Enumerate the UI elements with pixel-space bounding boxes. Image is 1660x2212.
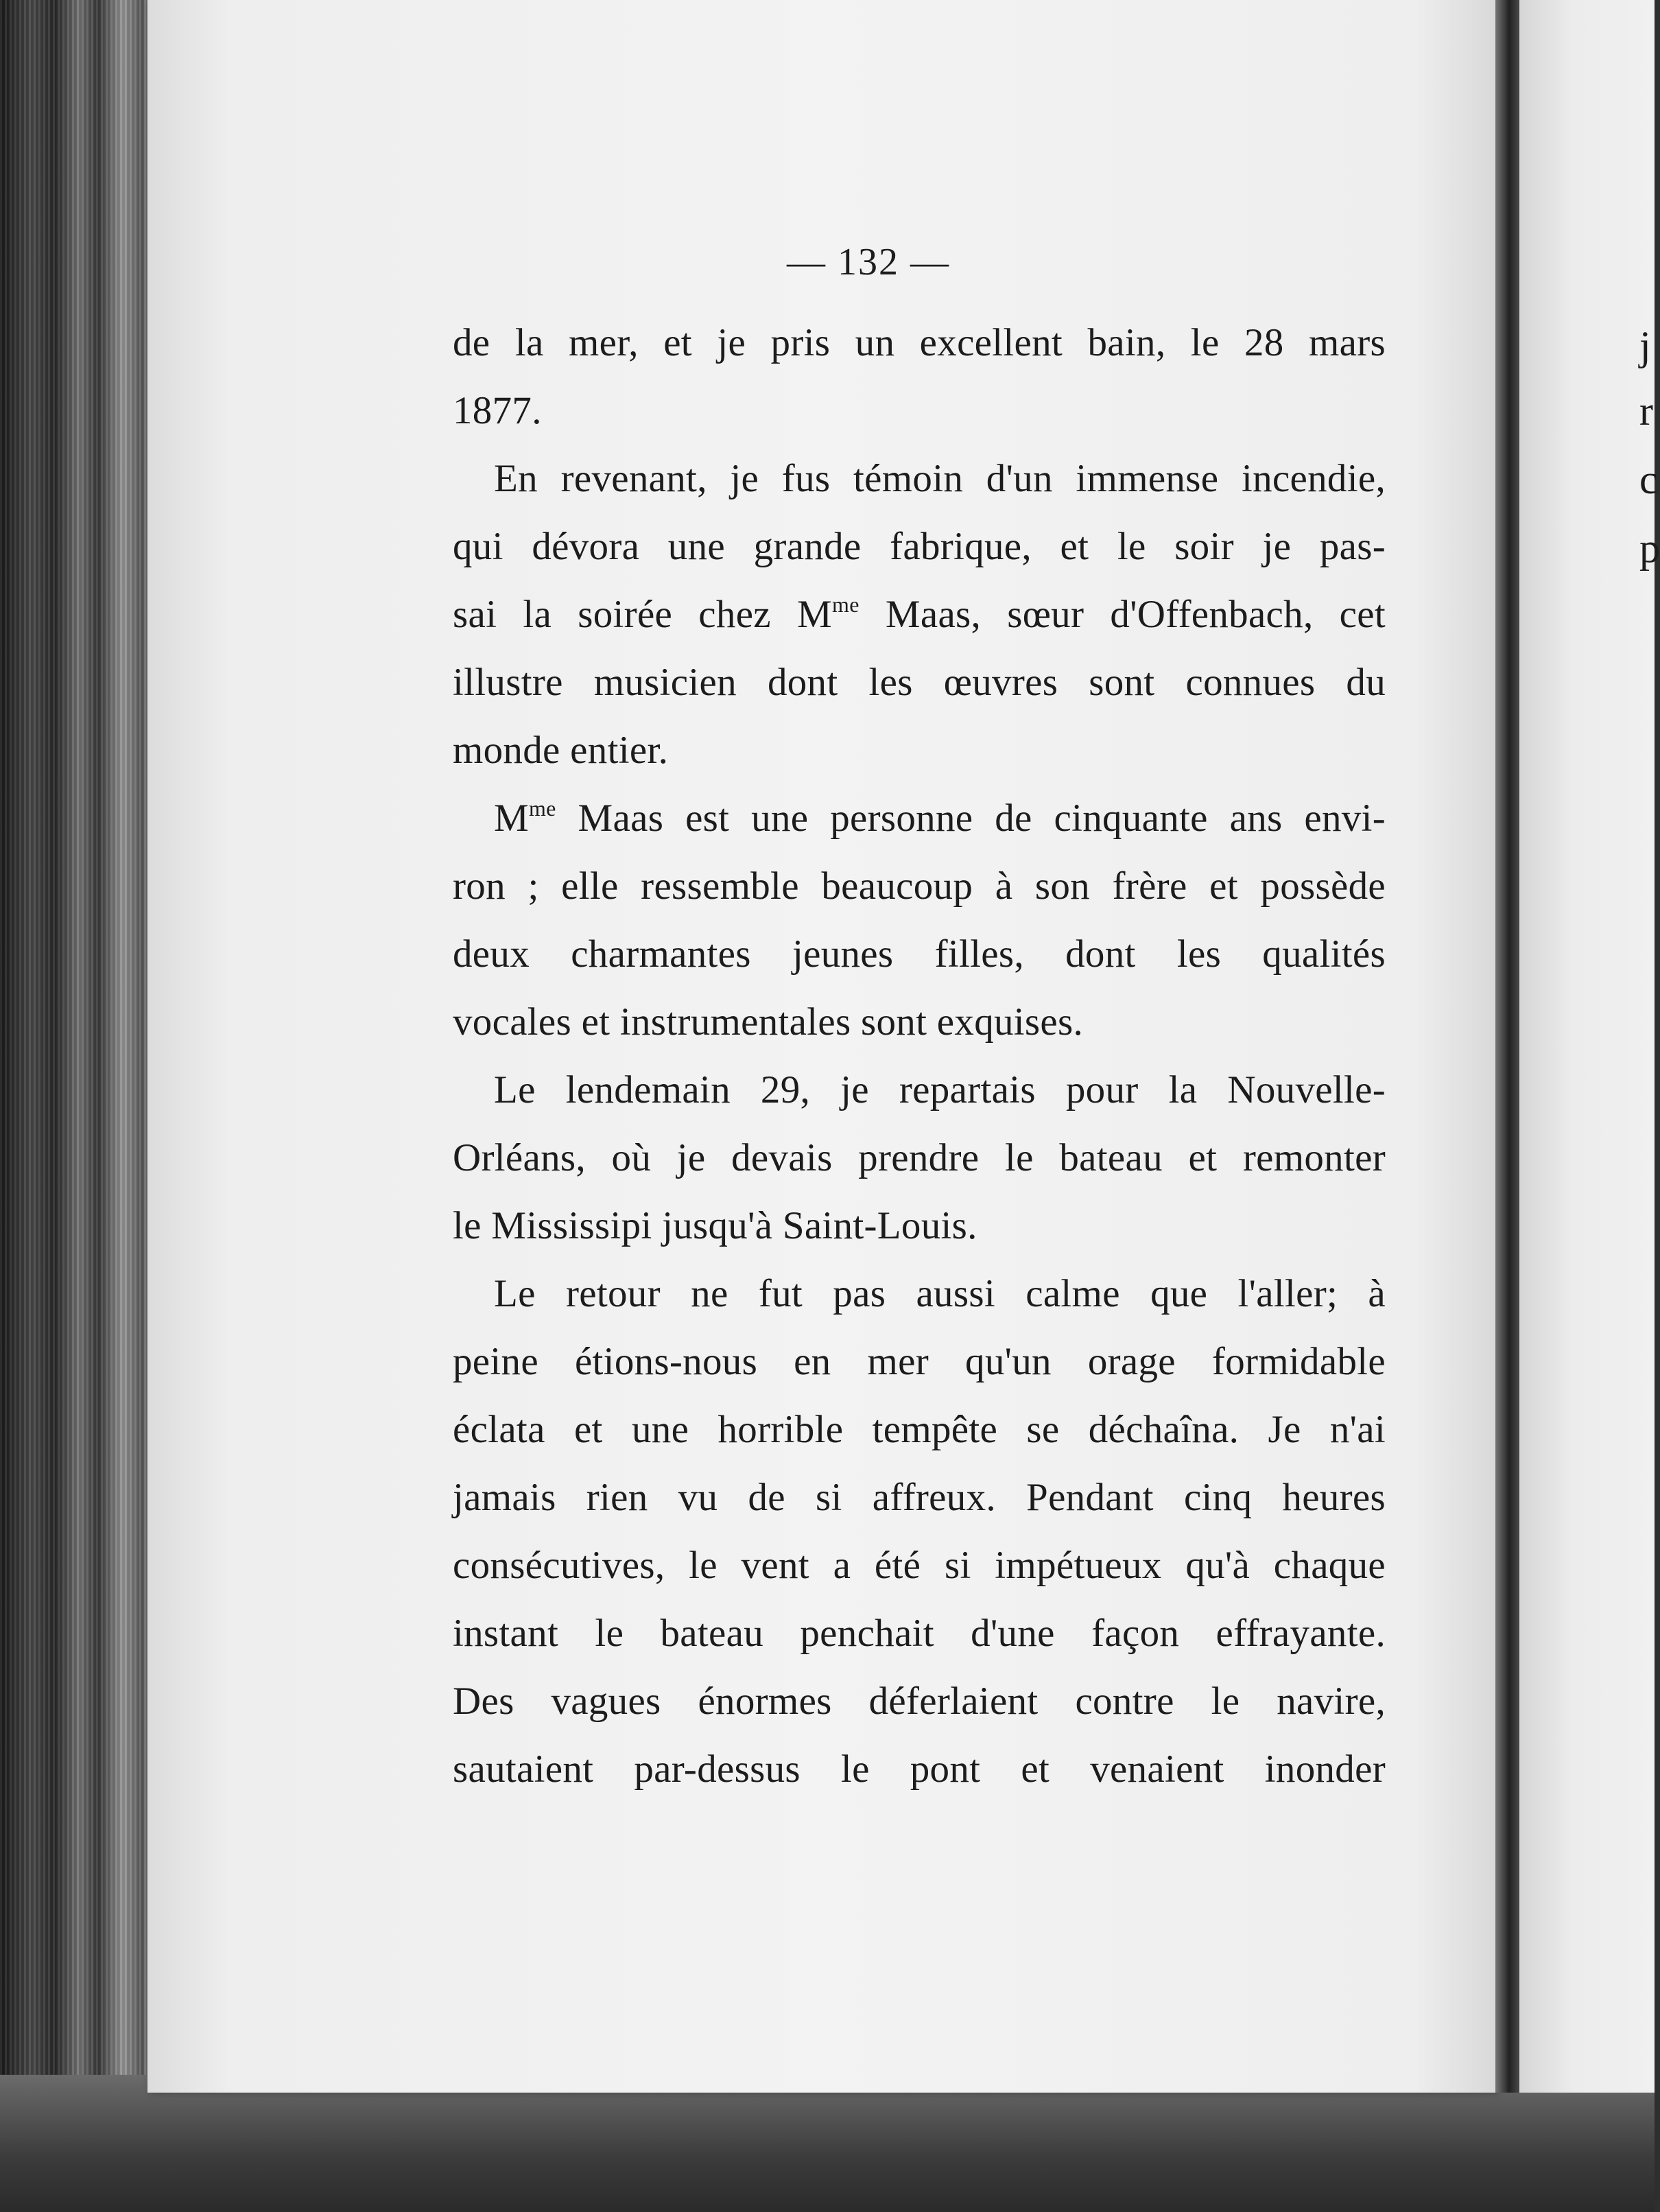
text-line: En revenant, je fus témoin d'un immense incendie, — [494, 457, 1386, 500]
text-line: éclata et une horrible tempête se déchaîna. Je n'ai — [453, 1408, 1386, 1451]
text-line: deux charmantes jeunes filles, dont les qualités — [453, 932, 1386, 976]
text-line: de la mer, et je pris un excellent bain, le 28 mars — [453, 321, 1386, 364]
text-line: illustre musicien dont les œuvres sont connues du — [453, 661, 1386, 704]
text-line: Le retour ne fut pas aussi calme que l'aller; à — [494, 1272, 1386, 1315]
text-line: sautaient par-dessus le pont et venaient inonder — [453, 1748, 1386, 1791]
text-line: ron ; elle ressemble beaucoup à son frère et possède — [453, 864, 1386, 908]
text-line: qui dévora une grande fabrique, et le soir je pas- — [453, 525, 1386, 568]
text-line — [453, 580, 1386, 648]
page-number: — 132 — — [787, 241, 950, 283]
text-fragment: sai la soirée chez M — [453, 593, 833, 636]
text-fragment: Maas est une personne de cinquante ans envi- — [556, 797, 1386, 840]
text-line: Des vagues énormes déferlaient contre le navire, — [453, 1680, 1386, 1723]
text-line: jamais rien vu de si affreux. Pendant cinq heures — [453, 1476, 1386, 1519]
scan-bottom-shadow — [0, 2075, 1655, 2212]
next-page-letter: c — [1639, 457, 1658, 502]
text-line: peine étions-nous en mer qu'un orage formidable — [453, 1340, 1386, 1383]
book-page-edges — [0, 0, 158, 2212]
text-line: Le lendemain 29, je repartais pour la Nouvelle- — [494, 1068, 1386, 1111]
text-line: consécutives, le vent a été si impétueux qu'à chaque — [453, 1544, 1386, 1587]
text-line: instant le bateau penchait d'une façon effrayante. — [453, 1612, 1386, 1655]
text-fragment: M — [494, 797, 529, 840]
next-page-edge — [1519, 0, 1660, 2093]
book-gutter — [1495, 0, 1523, 2093]
next-page-letter: p — [1639, 526, 1660, 571]
text-line: monde entier. — [453, 729, 669, 772]
next-page-letter: j — [1639, 323, 1651, 368]
superscript-abbrev: me — [832, 592, 859, 617]
text-line: 1877. — [453, 389, 542, 432]
text-line: vocales et instrumentales sont exquises. — [453, 1000, 1084, 1044]
next-page-letter: r — [1639, 388, 1653, 434]
text-fragment: Maas, sœur d'Offenbach, cet — [859, 593, 1386, 636]
superscript-abbrev: me — [528, 796, 556, 821]
text-line: Orléans, où je devais prendre le bateau et remonter — [453, 1136, 1386, 1179]
text-line: le Mississipi jusqu'à Saint-Louis. — [453, 1204, 977, 1247]
page-body — [453, 309, 1386, 1803]
text-line — [453, 784, 1386, 852]
